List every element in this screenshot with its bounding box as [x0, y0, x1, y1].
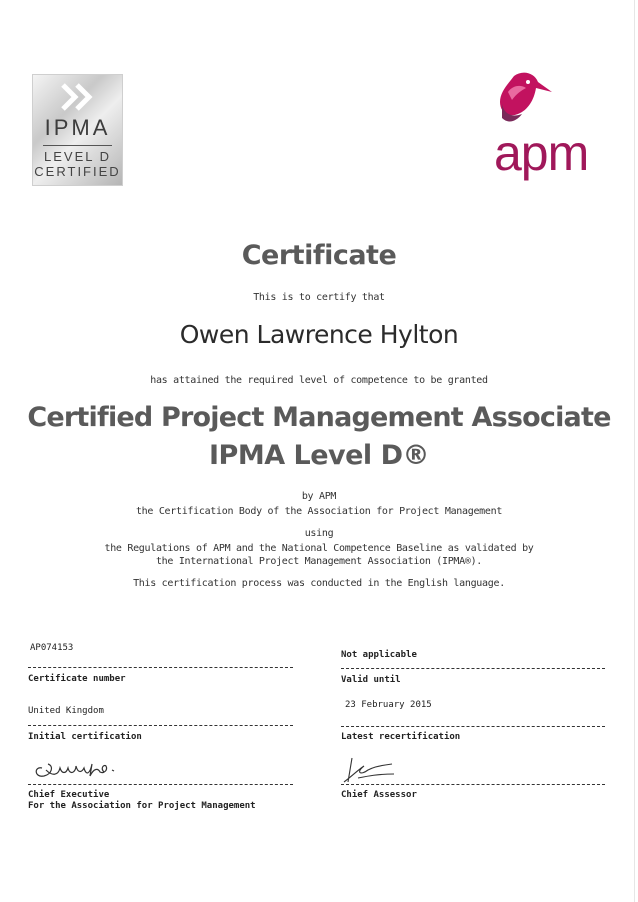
apm-logo [492, 70, 602, 180]
chief-assessor-rule [341, 784, 605, 785]
valid-until-label: Valid until [341, 675, 401, 685]
chief-executive-signature [30, 754, 125, 784]
valid-until-rule [341, 668, 605, 669]
certificate-title: Certificate [241, 240, 397, 271]
initial-certification-label: Initial certification [28, 732, 142, 742]
certificate-number-rule [28, 667, 293, 668]
using-line: using [304, 528, 334, 539]
valid-until-value: Not applicable [341, 650, 417, 660]
certification-body-line: the Certification Body of the Association for Project Management [135, 506, 503, 517]
initial-certification-rule [28, 725, 293, 726]
latest-recertification-rule [341, 726, 605, 727]
apm-wordmark: apm [494, 125, 589, 181]
badge-level-text [33, 149, 122, 179]
initial-certification-value: United Kingdom [28, 706, 104, 716]
badge-level-line2: CERTIFIED [34, 164, 121, 179]
qualification-level: IPMA Level D® [209, 440, 429, 471]
by-line: by APM [301, 491, 337, 502]
regulations-line-2: the International Project Management Association (IPMA®). [155, 556, 483, 567]
chief-assessor-label: Chief Assessor [341, 790, 417, 800]
chief-executive-rule [28, 784, 293, 785]
certify-line: This is to certify that [253, 292, 385, 303]
certificate-number-label: Certificate number [28, 674, 126, 684]
qualification-title: Certified Project Management Associate [27, 402, 611, 433]
attained-line: has attained the required level of competence to be granted [150, 375, 488, 386]
certificate-number-value: AP074153 [30, 643, 74, 653]
chief-executive-label: Chief Executive [28, 790, 110, 800]
badge-level-line1: LEVEL D [44, 149, 111, 164]
ipma-level-d-badge [32, 74, 123, 186]
process-line: This certification process was conducted in the English language. [133, 578, 505, 589]
regulations-line-1: the Regulations of APM and the National Competence Baseline as validated by [104, 543, 534, 554]
chief-assessor-signature [338, 754, 400, 786]
double-chevron-icon [59, 83, 95, 111]
chief-executive-sublabel: For the Association for Project Management [28, 801, 256, 811]
badge-rule [43, 145, 112, 146]
latest-recertification-value: 23 February 2015 [345, 700, 432, 710]
recipient-name: Owen Lawrence Hylton [179, 320, 459, 349]
latest-recertification-label: Latest recertification [341, 732, 461, 742]
ipma-word: IPMA [44, 115, 111, 140]
